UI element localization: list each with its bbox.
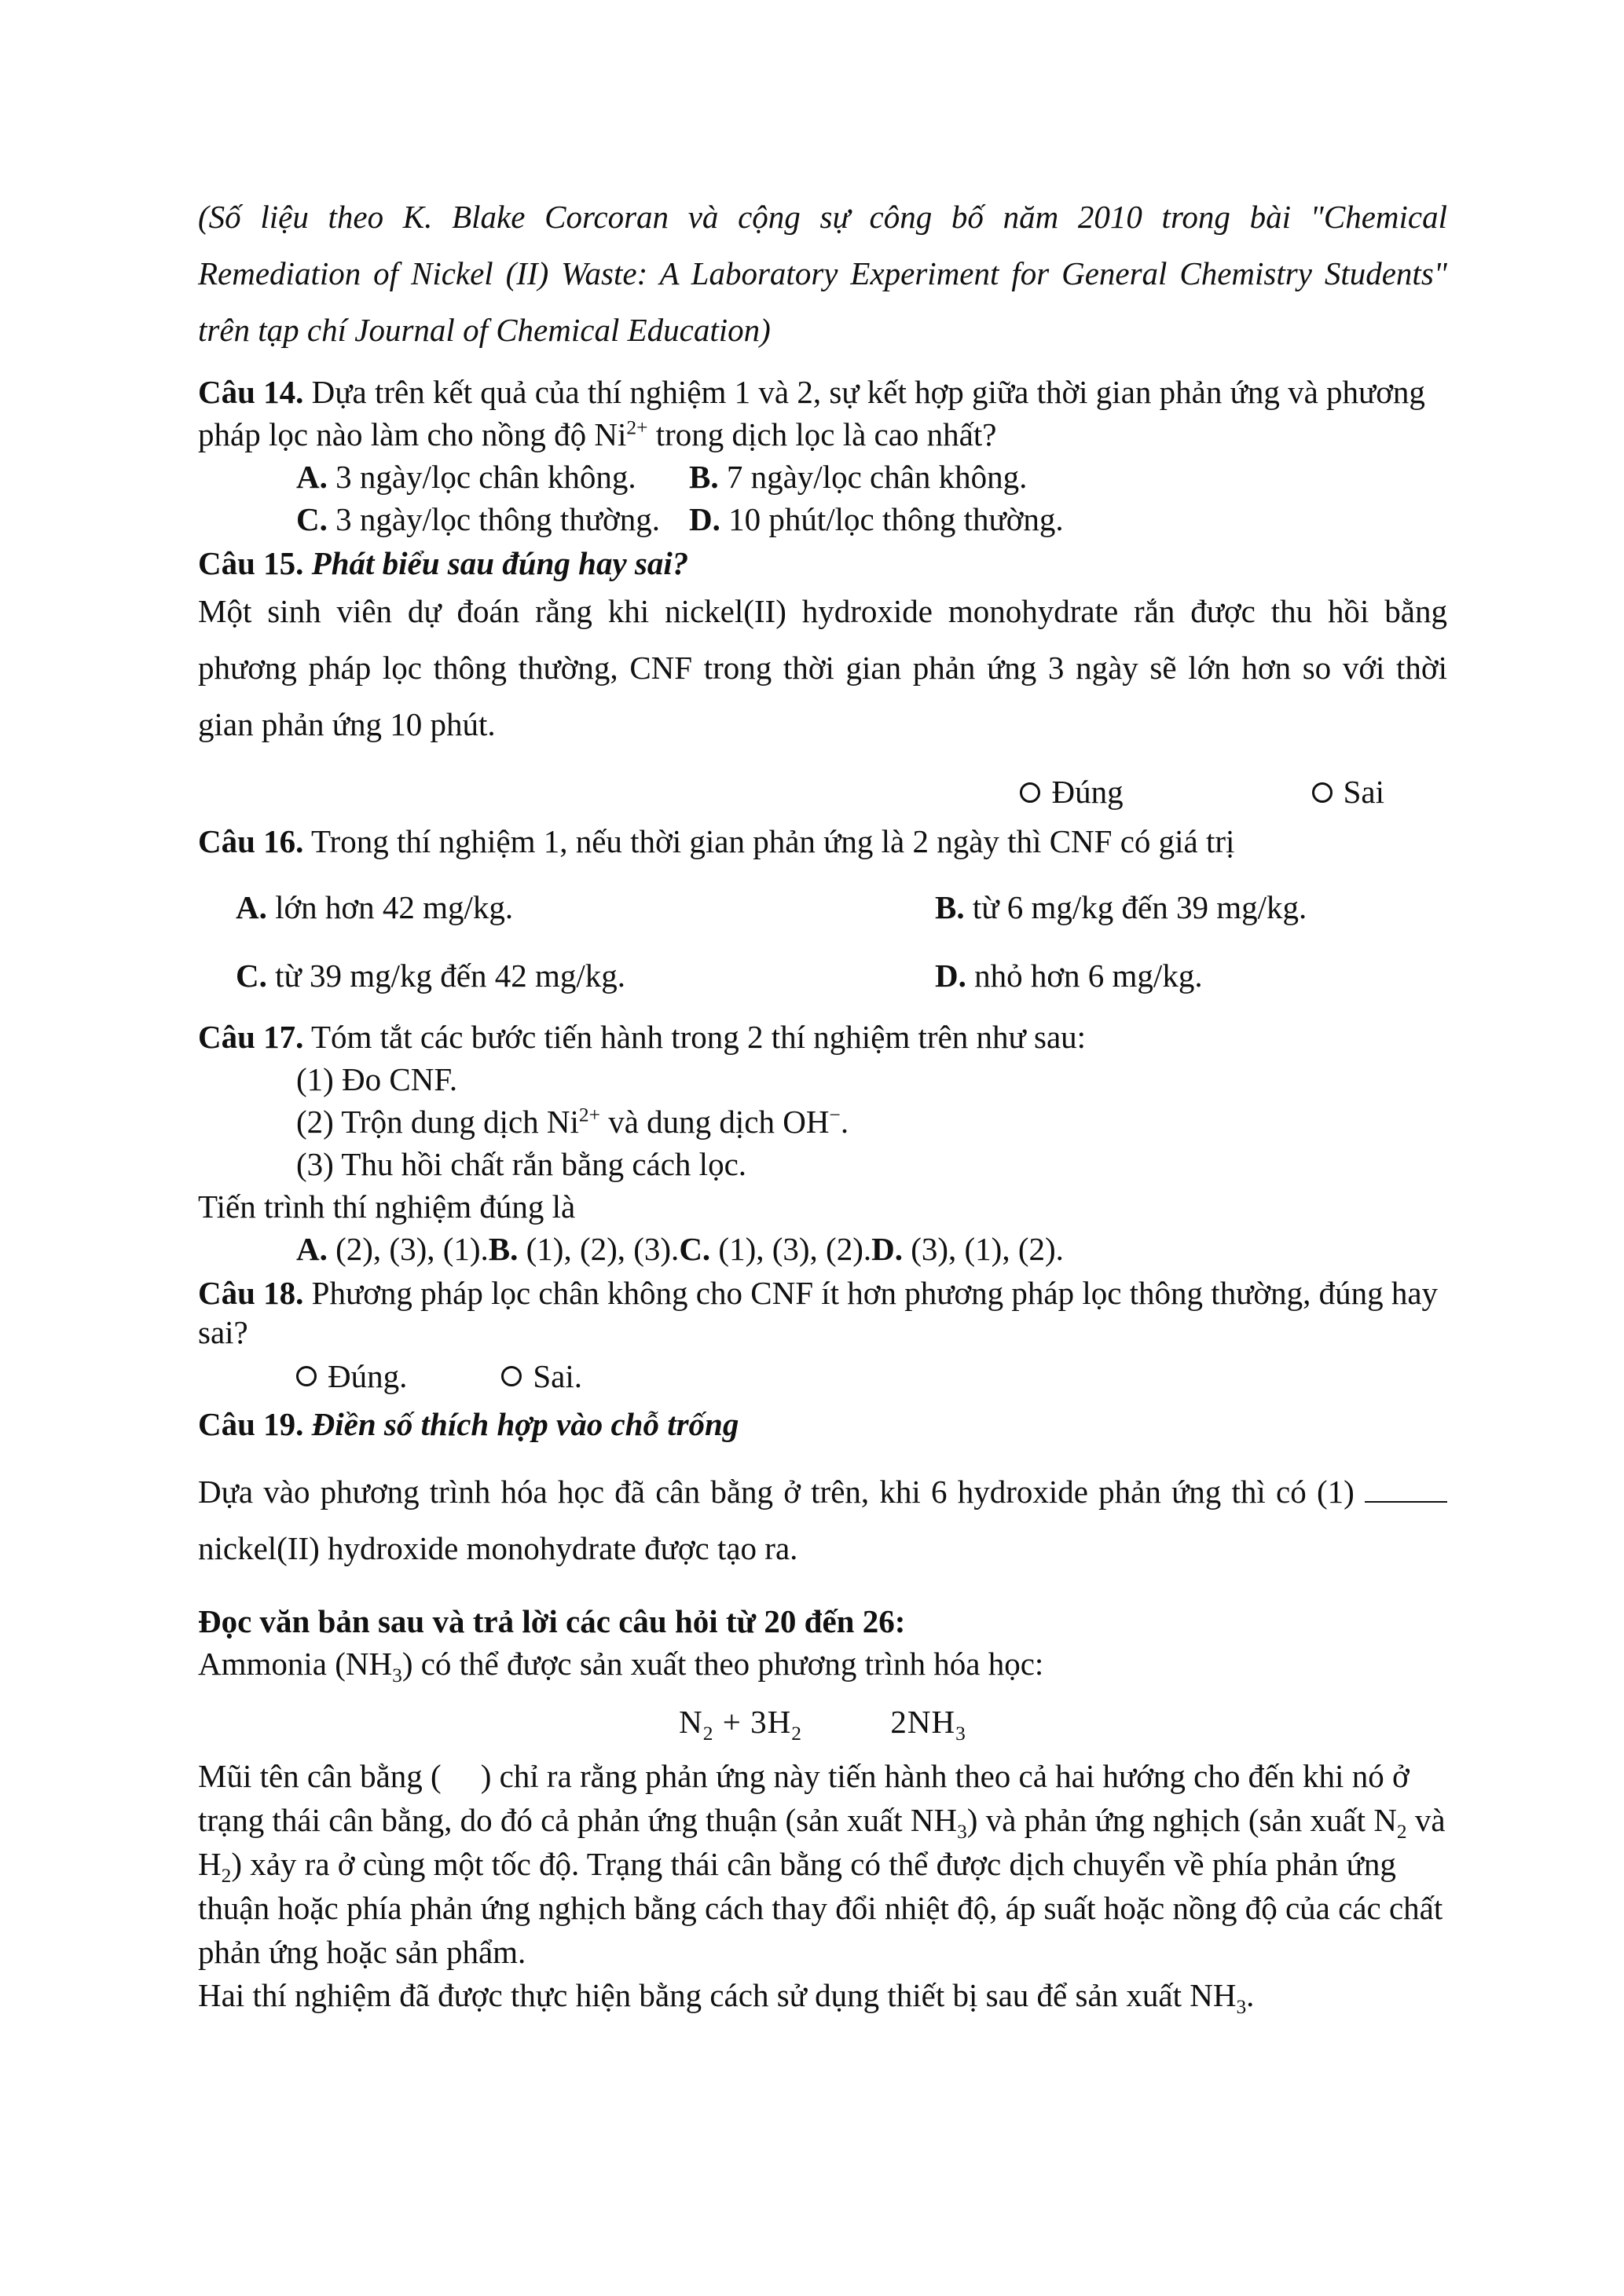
question-19-title: Điền số thích hợp vào chỗ trống — [311, 1406, 739, 1443]
false-radio[interactable] — [1312, 771, 1384, 813]
radio-circle-icon — [1312, 782, 1333, 803]
option-text: (1), (2), (3). — [526, 1231, 680, 1268]
ni-charge: 2+ — [578, 1104, 600, 1126]
option-key: C. — [679, 1231, 711, 1268]
question-19-label: Câu 19. — [198, 1406, 304, 1443]
p2-text-c: ) và phản ứng nghịch (sản xuất — [966, 1802, 1366, 1839]
eq-2nh3: 2NH — [890, 1704, 956, 1741]
ni-charge: 2+ — [626, 416, 648, 439]
question-17 — [198, 1016, 1447, 1270]
option-text: từ 6 mg/kg đến 39 mg/kg. — [972, 888, 1307, 925]
nh3-sub: 3 — [392, 1664, 402, 1687]
p2-and: và — [1414, 1802, 1446, 1839]
eq-3h2-sub: 2 — [791, 1723, 802, 1745]
question-19-header — [198, 1401, 1447, 1448]
option-text: 3 ngày/lọc thông thường. — [335, 501, 660, 537]
ni-symbol: Ni — [594, 416, 627, 452]
false-label: Sai. — [533, 1358, 583, 1395]
blank-number: (1) — [1316, 1474, 1355, 1511]
chemical-equation — [198, 1701, 1447, 1743]
ni-symbol: Ni — [546, 1104, 579, 1141]
eq-3h2: + 3H — [722, 1704, 792, 1741]
question-17-option-b[interactable] — [489, 1231, 680, 1267]
nh3-formula — [910, 1802, 967, 1844]
question-14-options-row-2 — [296, 498, 1447, 540]
question-19-text — [198, 1463, 1447, 1576]
option-key: B. — [689, 459, 719, 495]
question-16-option-a[interactable] — [236, 887, 935, 928]
eq-n2-sub: 2 — [702, 1723, 714, 1745]
question-17-label: Câu 17. — [198, 1019, 304, 1056]
question-19-text-a: Dựa vào phương trình hóa học đã cân bằng ở trên, khi 6 hydroxide phản ứng thì có — [198, 1474, 1307, 1511]
option-key: A. — [236, 888, 267, 925]
source-citation: (Số liệu theo K. Blake Corcoran và cộng sự công bố năm 2010 trong bài "Chemical Remediation of Nickel (II) Waste: A Laboratory Experiment for General Chemistry Students" trên tạp chí Journal of Chemical Education) — [198, 199, 1447, 348]
question-17-option-d[interactable] — [871, 1231, 1064, 1267]
question-16-options — [198, 887, 1447, 998]
question-17-options — [198, 1228, 1447, 1270]
nh3-symbol: NH — [1190, 1977, 1237, 2014]
question-14 — [198, 371, 1447, 540]
radio-circle-icon — [501, 1366, 522, 1386]
step-2-text-a: (2) Trộn dung dịch — [296, 1104, 539, 1141]
option-text: 10 phút/lọc thông thường. — [728, 501, 1064, 537]
true-label: Đúng. — [328, 1358, 408, 1395]
section-heading: Đọc văn bản sau và trả lời các câu hỏi từ 20 đến 26: — [198, 1603, 906, 1640]
false-radio[interactable] — [501, 1357, 582, 1396]
h2-symbol: H — [198, 1846, 222, 1883]
nh3-sub: 3 — [1236, 1996, 1247, 2019]
question-16-text: Trong thí nghiệm 1, nếu thời gian phản ứng là 2 ngày thì CNF có giá trị — [310, 823, 1235, 860]
question-18 — [198, 1273, 1447, 1396]
question-18-text: Phương pháp lọc chân không cho CNF ít hơn phương pháp lọc thông thường, đúng hay sai? — [198, 1275, 1439, 1351]
option-text: (3), (1), (2). — [911, 1231, 1064, 1268]
oh-ion — [783, 1104, 841, 1140]
radio-circle-icon — [1020, 782, 1040, 803]
p3-end: . — [1246, 1977, 1255, 2014]
question-16 — [198, 821, 1447, 997]
step-2-text-mid: và dung dịch — [608, 1104, 775, 1141]
option-text: từ 39 mg/kg đến 42 mg/kg. — [275, 957, 625, 994]
option-key: A. — [296, 1231, 328, 1268]
option-text: lớn hơn 42 mg/kg. — [275, 888, 514, 925]
nh3-formula — [1190, 1977, 1247, 2019]
question-19-text-b: nickel(II) hydroxide monohydrate được tạo ra. — [198, 1530, 798, 1567]
eq-n2: N — [679, 1704, 703, 1741]
p3-text-a: Hai thí nghiệm đã được thực hiện bằng cách sử dụng thiết bị sau để sản xuất — [198, 1977, 1182, 2014]
option-key: D. — [935, 957, 966, 994]
paragraph-3 — [198, 1974, 1447, 2019]
p2-text-b: ) chỉ ra rằng phản ứng này tiến hành theo cả hai hướng cho đến khi nó ở trạng thái cân bằng, do đó cả phản ứng thuận (sản xuất — [198, 1758, 1410, 1839]
nh3-symbol: NH — [910, 1802, 958, 1839]
question-17-stem — [198, 1016, 1447, 1058]
option-key: B. — [488, 1231, 519, 1268]
step-2 — [198, 1100, 1447, 1143]
true-label: Đúng — [1051, 774, 1124, 810]
question-14-option-a[interactable] — [296, 456, 689, 498]
question-16-stem — [198, 821, 1447, 862]
option-text: (1), (3), (2). — [718, 1231, 872, 1268]
option-key: C. — [296, 501, 328, 537]
ni-ion — [547, 1104, 600, 1140]
n2-formula — [1373, 1802, 1407, 1844]
option-text: (2), (3), (1). — [335, 1231, 489, 1268]
paragraph-1 — [198, 1642, 1447, 1685]
option-text: nhỏ hơn 6 mg/kg. — [974, 957, 1203, 994]
nh3-formula — [345, 1646, 402, 1687]
question-15-title: Phát biểu sau đúng hay sai? — [311, 545, 689, 581]
nh3-sub: 3 — [957, 1821, 967, 1844]
step-2-end: . — [840, 1104, 849, 1141]
question-14-options — [198, 456, 1447, 540]
question-14-options-row-1 — [296, 456, 1447, 498]
question-15-text: Một sinh viên dự đoán rằng khi nickel(II) hydroxide monohydrate rắn được thu hồi bằng phương pháp lọc thông thường, CNF trong thời gian phản ứng 3 ngày sẽ lớn hơn so với thời gian phản ứng 10 phút. — [198, 593, 1447, 742]
answer-blank[interactable] — [1365, 1478, 1447, 1503]
oh-symbol: OH — [783, 1104, 830, 1141]
question-17-option-a[interactable] — [296, 1231, 489, 1267]
question-17-text: Tóm tắt các bước tiến hành trong 2 thí nghiệm trên như sau: — [310, 1019, 1087, 1056]
question-16-option-c[interactable] — [236, 955, 935, 997]
reading-section — [198, 1600, 1447, 2019]
radio-circle-icon — [296, 1366, 317, 1386]
p1-text-a: Ammonia ( — [198, 1646, 346, 1683]
document-page — [198, 189, 1447, 2019]
question-17-option-c[interactable] — [679, 1231, 871, 1267]
question-16-option-d[interactable] — [935, 955, 1485, 997]
question-14-stem — [198, 371, 1447, 456]
h2-formula — [198, 1846, 232, 1888]
step-3: (3) Thu hồi chất rắn bằng cách lọc. — [296, 1146, 747, 1183]
question-15-label: Câu 15. — [198, 545, 304, 581]
question-14-option-d[interactable] — [689, 498, 1064, 540]
question-14-text-a: Dựa trên kết quả của thí nghiệm 1 và 2, sự kết hợp giữa thời gian phản ứng và phương pháp lọc nào làm cho nồng độ — [198, 374, 1425, 452]
false-label: Sai — [1343, 774, 1384, 810]
question-19 — [198, 1401, 1447, 1576]
question-14-option-c[interactable] — [296, 498, 689, 540]
n2-sub: 2 — [1396, 1821, 1407, 1844]
question-14-label: Câu 14. — [198, 374, 304, 410]
true-radio[interactable] — [1020, 771, 1123, 813]
option-key: D. — [871, 1231, 903, 1268]
question-18-label: Câu 18. — [198, 1275, 304, 1312]
question-16-label: Câu 16. — [198, 823, 304, 860]
paragraph-2 — [198, 1754, 1447, 1974]
step-1: (1) Đo CNF. — [296, 1061, 458, 1098]
ni-ion — [594, 416, 647, 452]
question-16-option-b[interactable] — [935, 887, 1485, 928]
option-key: D. — [689, 501, 720, 537]
question-17-prompt: Tiến trình thí nghiệm đúng là — [198, 1188, 576, 1225]
question-14-text-b: trong dịch lọc là cao nhất? — [655, 416, 997, 452]
n2-symbol: N — [1373, 1802, 1397, 1839]
p2-text-d: ) xảy ra ở cùng một tốc độ. Trạng thái cân bằng có thể được dịch chuyển về phía phản ứng thuận hoặc phía phản ứng nghịch bằng cách thay đổi nhiệt độ, áp suất hoặc nồng độ của các chất phản ứng hoặc sản phẩm. — [198, 1846, 1443, 1971]
p2-text-a: Mũi tên cân bằng ( — [198, 1758, 442, 1795]
question-18-answers — [198, 1357, 1447, 1396]
h2-sub: 2 — [221, 1865, 232, 1888]
eq-2nh3-sub: 3 — [955, 1723, 966, 1745]
true-radio[interactable] — [296, 1357, 407, 1396]
option-key: A. — [296, 459, 328, 495]
nh3-symbol: NH — [345, 1646, 393, 1683]
question-18-stem — [198, 1273, 1447, 1352]
option-text: 7 ngày/lọc chân không. — [726, 459, 1028, 495]
option-text: 3 ngày/lọc chân không. — [335, 459, 636, 495]
question-14-option-b[interactable] — [689, 456, 1027, 498]
question-15 — [198, 544, 1447, 813]
oh-charge: − — [829, 1104, 841, 1126]
question-15-header — [198, 544, 1447, 583]
p1-text-b: ) có thể được sản xuất theo phương trình hóa học: — [401, 1646, 1044, 1683]
option-key: C. — [236, 957, 267, 994]
option-key: B. — [935, 888, 965, 925]
question-15-answers — [198, 771, 1447, 813]
